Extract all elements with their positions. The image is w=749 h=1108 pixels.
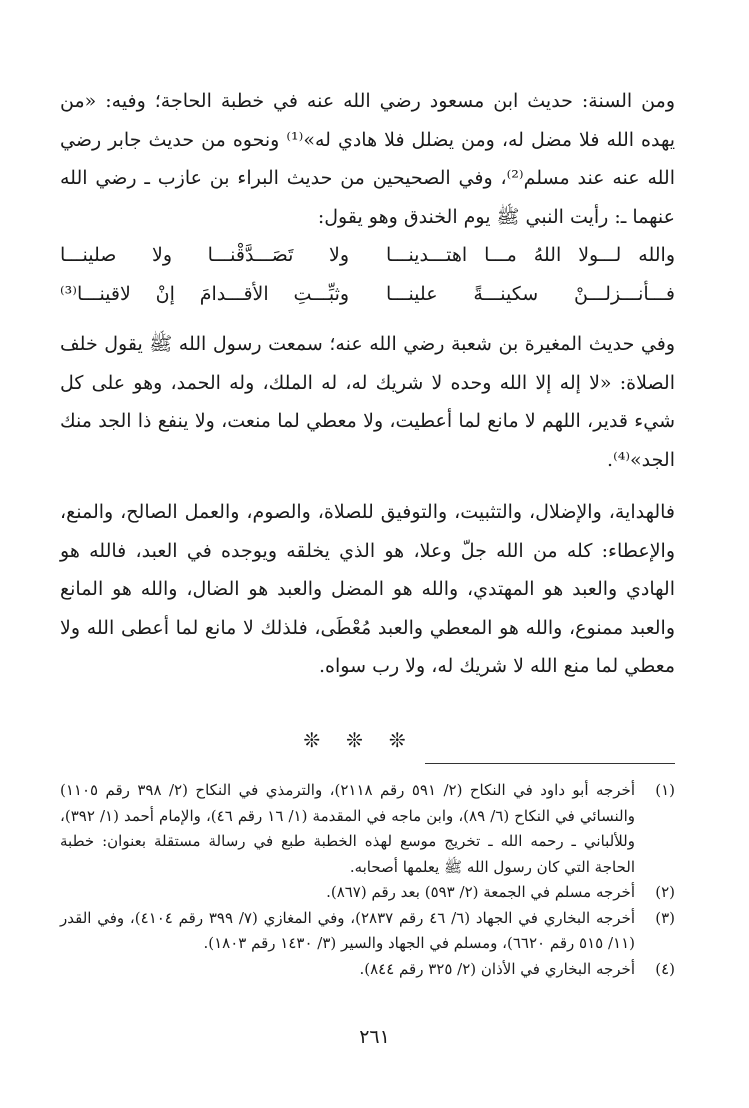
paragraph-mughira: وفي حديث المغيرة بن شعبة رضي الله عنه؛ سمعت رسول الله ﷺ يقول خلف الصلاة: «لا إله إلا الله وحده لا شريك له، له الملك، وله الحمد، وهو على كل شيء قدير، اللهم لا مانع لما أعطيت، ولا معطي لما منعت، ولا ينفع ذا الجد منك الجد»⁽⁴⁾.	[60, 333, 675, 471]
footnote-number: (١)	[655, 781, 675, 799]
footnote-item	[60, 957, 675, 983]
poem-verse	[60, 275, 675, 314]
footnote-item	[60, 906, 675, 957]
verse-second-hemistich: ولا تَصَـــدَّقْنـــا ولا صلينـــا	[60, 244, 350, 266]
verse-first-hemistich: فـــأنـــزلـــنْ سكينـــةً علينـــا	[385, 282, 675, 305]
footnote-item	[60, 880, 675, 906]
page-number: ٢٦١	[359, 1026, 390, 1048]
footnote-item	[60, 778, 675, 880]
footnote-number: (٤)	[655, 959, 675, 978]
poem-verse	[60, 236, 675, 275]
paragraph-commentary: فالهداية، والإضلال، والتثبيت، والتوفيق للصلاة، والصوم، والعمل الصالح، والمنع، والإعطاء: كله من الله جلّ وعلا، هو الذي يخلقه ويوجده في العبد، فالله هو الهادي والعبد هو المهتدي، والله هو المضل والعبد هو الضال، والله هو المانع والعبد ممنوع، والله هو المعطي والعبد مُعْطَى، فلذلك لا مانع لما أعطى الله ولا معطي لما منع الله لا شريك له، ولا رب سواه.	[60, 501, 675, 677]
footnote-text: أخرجه أبو داود في النكاح (٢/ ٥٩١ رقم ٢١١٨)، والترمذي في النكاح (٢/ ٣٩٨ رقم ١١٠٥) والنسائي في النكاح (٦/ ٨٩)، وابن ماجه في المقدمة (١/ ١٦ رقم ٤٦)، والإمام أحمد (١/ ٣٩٢)، وللألباني ـ رحمه الله ـ تخريج موسع لهذه الخطبة طبع في رسالة مستقلة بعنوان: خطبة الحاجة التي كان رسول الله ﷺ يعلمها أصحابه.	[60, 781, 635, 876]
footnote-number: (٣)	[655, 908, 675, 927]
section-separator-icon: ❊❊❊	[303, 727, 432, 752]
verse-second-hemistich: وثبِّـــتِ الأقـــدامَ إنْ لاقينـــا⁽³⁾	[60, 282, 350, 305]
verse-first-hemistich: والله لـــولا اللهُ مـــا اهتـــدينـــا	[385, 244, 675, 266]
footnote-number: (٢)	[655, 883, 675, 901]
footnote-text: أخرجه مسلم في الجمعة (٢/ ٥٩٣) بعد رقم (٨٦٧).	[326, 883, 635, 901]
paragraph-sunnah: ومن السنة: حديث ابن مسعود رضي الله عنه في خطبة الحاجة؛ وفيه: «من يهده الله فلا مضل له، ومن يضلل فلا هادي له»⁽¹⁾ ونحوه من حديث جابر رضي الله عنه عند مسلم⁽²⁾، وفي الصحيحين من حديث البراء بن عازب ـ رضي الله عنهما ـ: رأيت النبي ﷺ يوم الخندق وهو يقول:	[60, 90, 676, 228]
footnote-divider	[425, 763, 675, 764]
footnotes	[60, 778, 675, 982]
footnote-text: أخرجه البخاري في الأذان (٢/ ٣٢٥ رقم ٨٤٤).	[359, 959, 635, 978]
poem	[60, 236, 675, 313]
footnote-text: أخرجه البخاري في الجهاد (٦/ ٤٦ رقم ٢٨٣٧)، وفي المغازي (٧/ ٣٩٩ رقم ٤١٠٤)، وفي القدر (١١/ ٥١٥ رقم ٦٦٢٠)، ومسلم في الجهاد والسير (٣/ ١٤٣٠ رقم ١٨٠٣).	[60, 908, 636, 952]
main-text	[60, 82, 675, 752]
